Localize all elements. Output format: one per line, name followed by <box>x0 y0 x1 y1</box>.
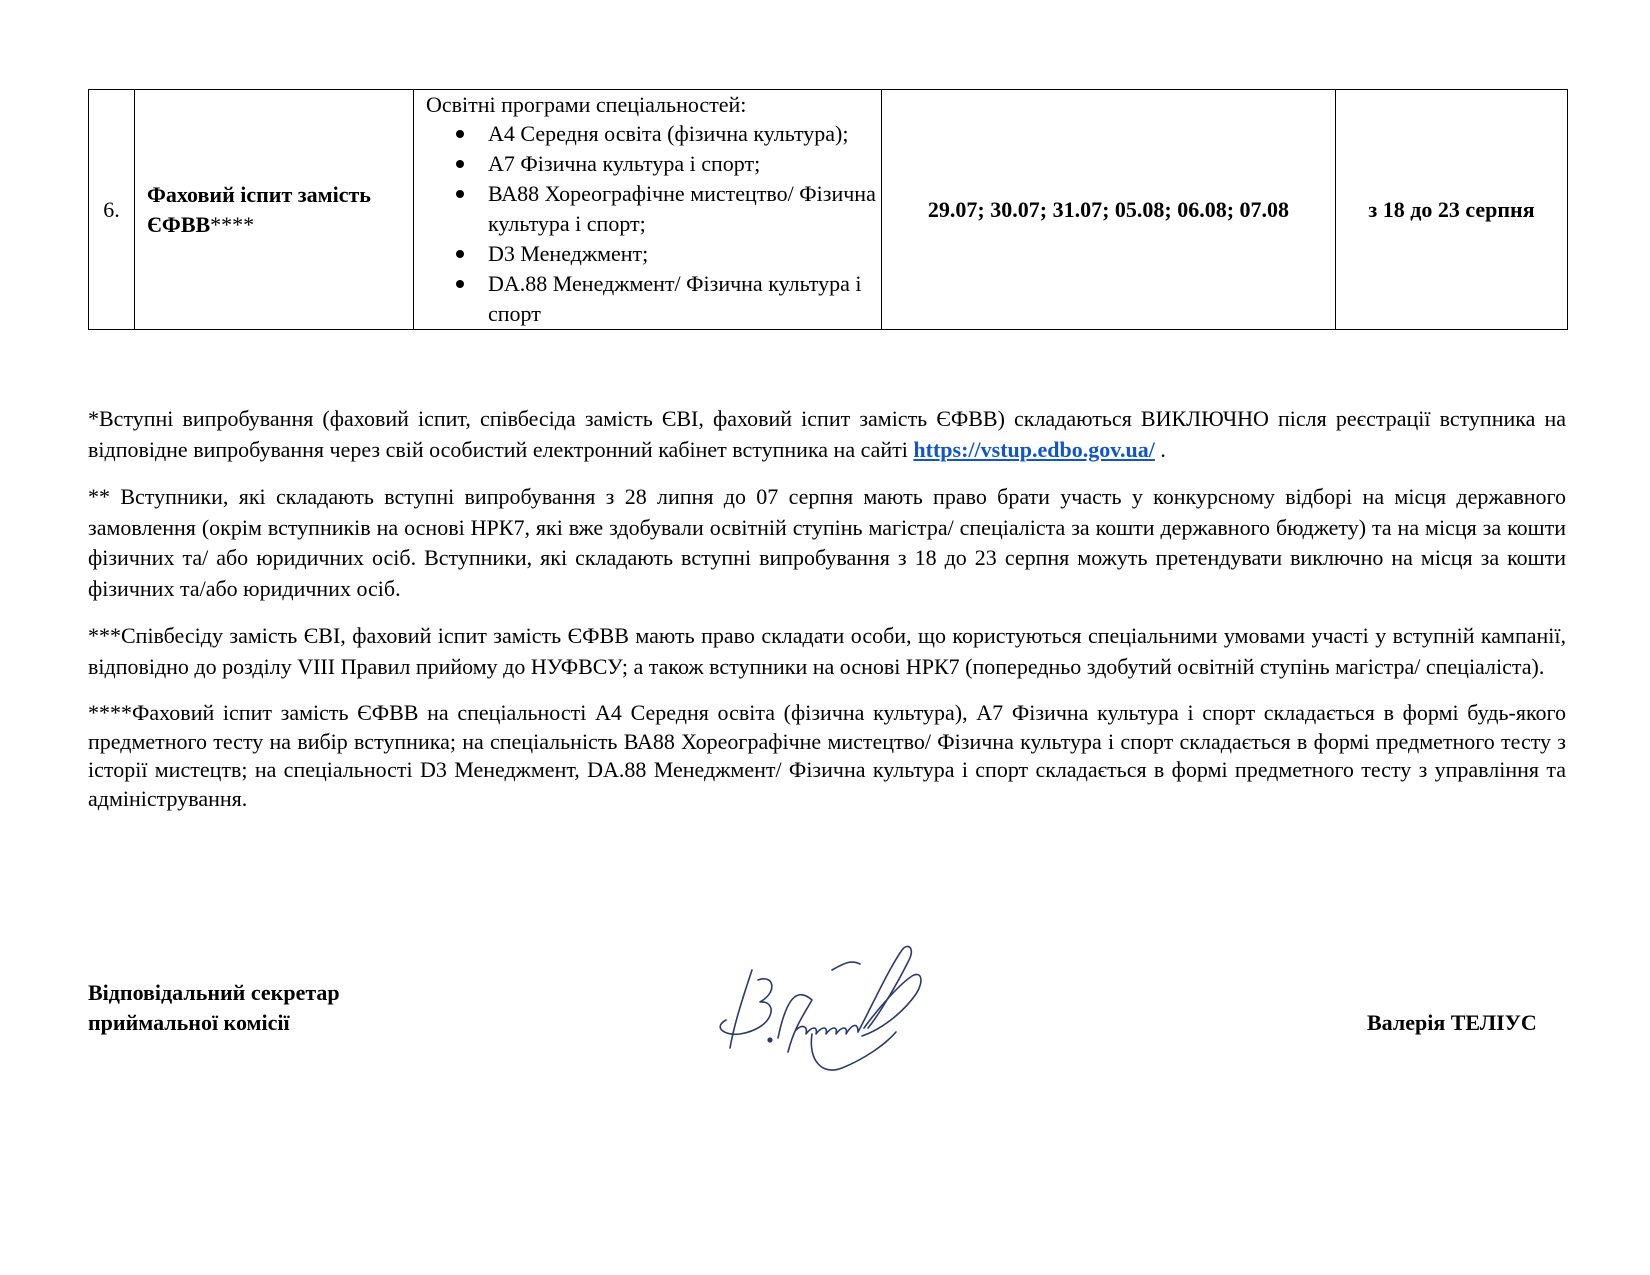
programs-title: Освітні програми спеціальностей: <box>426 92 747 117</box>
programs-cell <box>414 90 882 330</box>
programs-list <box>426 119 881 329</box>
exam-period: з 18 до 23 серпня <box>1336 90 1568 330</box>
row-number: 6. <box>89 90 135 330</box>
signatory-name: Валерія ТЕЛІУС <box>1367 1010 1537 1035</box>
footnotes <box>88 404 1566 830</box>
table-row <box>89 90 1568 330</box>
footnote-1-end: . <box>1154 436 1166 462</box>
exam-dates: 29.07; 30.07; 31.07; 05.08; 06.08; 07.08 <box>882 90 1336 330</box>
signatory-position-line-2: приймальної комісії <box>88 1010 290 1035</box>
list-item: DA.88 Менеджмент/ Фізична культура і спорт <box>488 269 881 329</box>
signatory-position <box>88 978 340 1038</box>
exam-name-cell <box>135 90 414 330</box>
signatory-position-line-1: Відповідальний секретар <box>88 980 340 1005</box>
exam-schedule-table <box>88 89 1568 330</box>
exam-name-footnote-mark: **** <box>210 211 255 237</box>
vstup-link[interactable]: https://vstup.edbo.gov.ua/ <box>913 436 1155 462</box>
footnote-1-text: *Вступні випробування (фаховий іспит, співбесіда замість ЄВІ, фаховий іспит замість ЄФВВ) складаються ВИКЛЮЧНО після реєстрації вступника на відповідне випробування через свій особистий електронний кабінет вступника на сайті <box>88 406 1566 462</box>
footnote-2: ** Вступники, які складають вступні випробування з 28 липня до 07 серпня мають право брати участь у конкурсному відборі на місця державного замовлення (окрім вступників на основі НРК7, які вже здобували освітній ступінь магістра/ спеціаліста за кошти державного бюджету) та на місця за кошти фізичних та/ або юридичних осіб. Вступники, які складають вступні випробування з 18 до 23 серпня можуть претендувати виключно на місця за кошти фізичних та/або юридичних осіб. <box>88 484 1566 601</box>
footnote-4: ****Фаховий іспит замість ЄФВВ на спеціальності А4 Середня освіта (фізична культура), А7 Фізична культура і спорт складається в формі будь-якого предметного тесту на вибір вступника; на спеціальність ВА88 Хореографічне мистецтво/ Фізична культура і спорт складається в формі предметного тесту з історії мистецтв; на спеціальності D3 Менеджмент, DA.88 Менеджмент/ Фізична культура і спорт складається в формі предметного тесту з управління та адміністрування. <box>88 700 1566 811</box>
exam-name: Фаховий іспит замість ЄФВВ <box>147 181 371 237</box>
handwritten-signature <box>712 930 942 1075</box>
list-item: А4 Середня освіта (фізична культура); <box>488 119 881 149</box>
footnote-3: ***Співбесіду замість ЄВІ, фаховий іспит замість ЄФВВ мають право складати особи, що користуються спеціальними умовами участі у вступній кампанії, відповідно до розділу VIII Правил прийому до НУФВСУ; а також вступники на основі НРК7 (попередньо здобутий освітній ступінь магістра/ спеціаліста). <box>88 623 1566 679</box>
list-item: А7 Фізична культура і спорт; <box>488 149 881 179</box>
list-item: D3 Менеджмент; <box>488 239 881 269</box>
footnote-1 <box>88 404 1566 465</box>
list-item: ВА88 Хореографічне мистецтво/ Фізична культура і спорт; <box>488 179 881 239</box>
